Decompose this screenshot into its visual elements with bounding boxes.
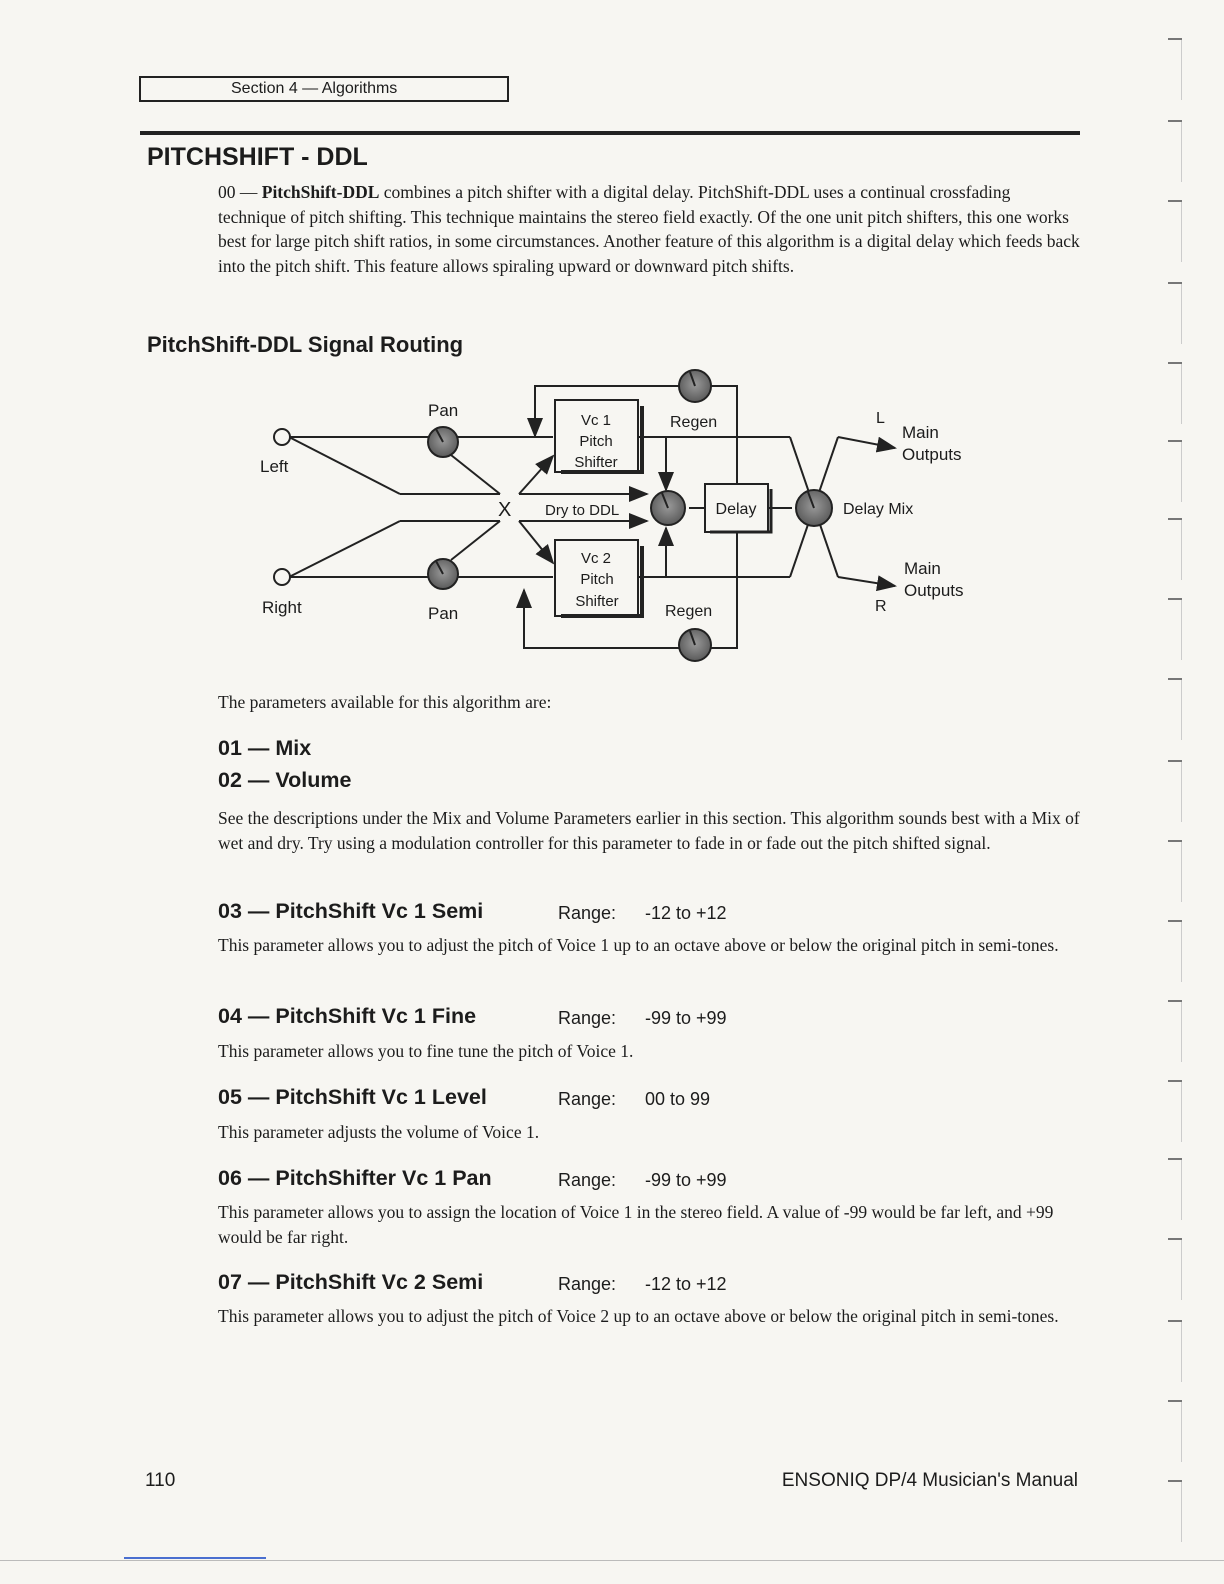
routing-heading: PitchShift-DDL Signal Routing [147, 332, 464, 357]
param-desc-vc1-semi: This parameter allows you to adjust the pitch of Voice 1 up to an octave above or below the original pitch in semi-tones. [218, 935, 1059, 955]
edge-mark [1168, 678, 1182, 680]
range-value: 00 to 99 [645, 1089, 711, 1109]
edge-mark [1168, 1158, 1182, 1160]
edge-mark [1168, 440, 1182, 442]
edge-mark [1168, 1000, 1182, 1002]
intro-paragraph [218, 180, 1080, 278]
edge-mark [1168, 1480, 1182, 1482]
regen-knob-top [679, 370, 711, 402]
param-desc-vc2-semi: This parameter allows you to adjust the pitch of Voice 2 up to an octave above or below the original pitch in semi-tones. [218, 1306, 1059, 1326]
range-value: -99 to +99 [645, 1008, 727, 1028]
vc2-label-line2: Pitch [580, 571, 614, 588]
section-header-tab [139, 76, 509, 102]
right-input-jack [274, 569, 290, 585]
left-input-jack [274, 429, 290, 445]
edge-mark [1168, 362, 1182, 364]
param-desc-vc1-fine: This parameter allows you to fine tune the pitch of Voice 1. [218, 1041, 634, 1061]
title-rule [140, 131, 1080, 135]
regen-label-bottom: Regen [665, 603, 713, 620]
param-desc-vc1-level: This parameter adjusts the volume of Voice 1. [218, 1122, 540, 1142]
page-title: PITCHSHIFT - DDL [147, 143, 368, 171]
edge-mark [1168, 282, 1182, 284]
vc2-label-line1: Vc 2 [580, 550, 612, 567]
range-value: -12 to +12 [645, 1274, 727, 1294]
vc2-label-line3: Shifter [575, 593, 619, 610]
edge-mark [1168, 518, 1182, 520]
param-title-mix: 01 — Mix [218, 736, 312, 760]
range-label: Range: [558, 1274, 617, 1294]
main-outputs-bottom-line1: Main [904, 559, 941, 578]
edge-mark [1168, 920, 1182, 922]
delay-label: Delay [715, 501, 757, 518]
manual-title: ENSONIQ DP/4 Musician's Manual [781, 1470, 1078, 1491]
pan-knob-top [428, 427, 458, 457]
vc1-label-line2: Pitch [579, 433, 613, 450]
delay-mix-label: Delay Mix [843, 501, 914, 518]
edge-mark [1168, 1400, 1182, 1402]
param-desc-volume: See the descriptions under the Mix and Volume Parameters earlier in this section. This algorithm sounds best with a Mix of wet and dry. Try using a modulation controller for this parameter to fade in or fade out the pitch shifted signal. [218, 808, 1080, 853]
output-l-label: L [876, 410, 885, 427]
scan-edge-line [0, 1560, 1224, 1561]
edge-mark [1168, 38, 1182, 40]
signal-routing-diagram [250, 362, 1010, 672]
main-outputs-bottom-line2: Outputs [904, 581, 964, 600]
param-title-vc1-semi: 03 — PitchShift Vc 1 Semi [218, 899, 484, 923]
param-title-vc1-level: 05 — PitchShift Vc 1 Level [218, 1085, 487, 1109]
vc1-label-line1: Vc 1 [580, 412, 612, 429]
edge-mark [1168, 840, 1182, 842]
param-title-vc1-fine: 04 — PitchShift Vc 1 Fine [218, 1004, 477, 1028]
delay-mix-knob [796, 490, 832, 526]
edge-mark [1168, 200, 1182, 202]
regen-label-top: Regen [670, 414, 718, 431]
main-outputs-top-line2: Outputs [902, 445, 962, 464]
param-title-volume: 02 — Volume [218, 768, 352, 792]
range-label: Range: [558, 903, 617, 923]
param-title-vc1-pan: 06 — PitchShifter Vc 1 Pan [218, 1166, 492, 1190]
left-label: Left [260, 457, 289, 476]
edge-mark [1168, 598, 1182, 600]
param-title-vc2-semi: 07 — PitchShift Vc 2 Semi [218, 1270, 484, 1294]
dry-to-ddl-label: Dry to DDL [545, 502, 620, 519]
section-label: Section 4 — Algorithms [231, 80, 398, 97]
range-value: -99 to +99 [645, 1170, 727, 1190]
edge-mark [1168, 120, 1182, 122]
range-label: Range: [558, 1008, 617, 1028]
range-label: Range: [558, 1089, 617, 1109]
param-desc-vc1-pan: This parameter allows you to assign the location of Voice 1 in the stereo field. A value of -99 would be far left, and +99 would be far right. [218, 1202, 1054, 1247]
edge-mark [1168, 760, 1182, 762]
params-intro: The parameters available for this algorithm are: [218, 692, 552, 712]
edge-mark [1168, 1238, 1182, 1240]
range-label: Range: [558, 1170, 617, 1190]
pan-knob-bottom [428, 559, 458, 589]
page-number: 110 [145, 1470, 176, 1491]
cross-mark: X [498, 499, 512, 521]
main-outputs-top-line1: Main [902, 423, 939, 442]
edge-mark [1168, 1080, 1182, 1082]
right-label: Right [262, 598, 302, 617]
intro-text: combines a pitch shifter with a digital delay. PitchShift-DDL uses a continual crossfading technique of pitch shifting. This technique maintains the stereo field exactly. Of the one unit pitch shifters, this one works best for large pitch shift ratios, in some circumstances. Another feature of this algorithm is a digital delay which feeds back into the pitch shift. This feature allows spiraling upward or downward pitch shifts. [218, 182, 1080, 276]
range-value: -12 to +12 [645, 903, 727, 923]
edge-mark [1168, 1320, 1182, 1322]
intro-algorithm-name: PitchShift-DDL [261, 182, 380, 202]
dry-to-ddl-knob [651, 491, 685, 525]
output-r-label: R [875, 598, 887, 615]
regen-knob-bottom [679, 629, 711, 661]
vc1-label-line3: Shifter [574, 454, 618, 471]
scan-edge-accent [124, 1557, 266, 1559]
intro-number: 00 — [218, 182, 258, 202]
pan-label-bottom: Pan [428, 604, 459, 623]
pan-label-top: Pan [428, 401, 459, 420]
